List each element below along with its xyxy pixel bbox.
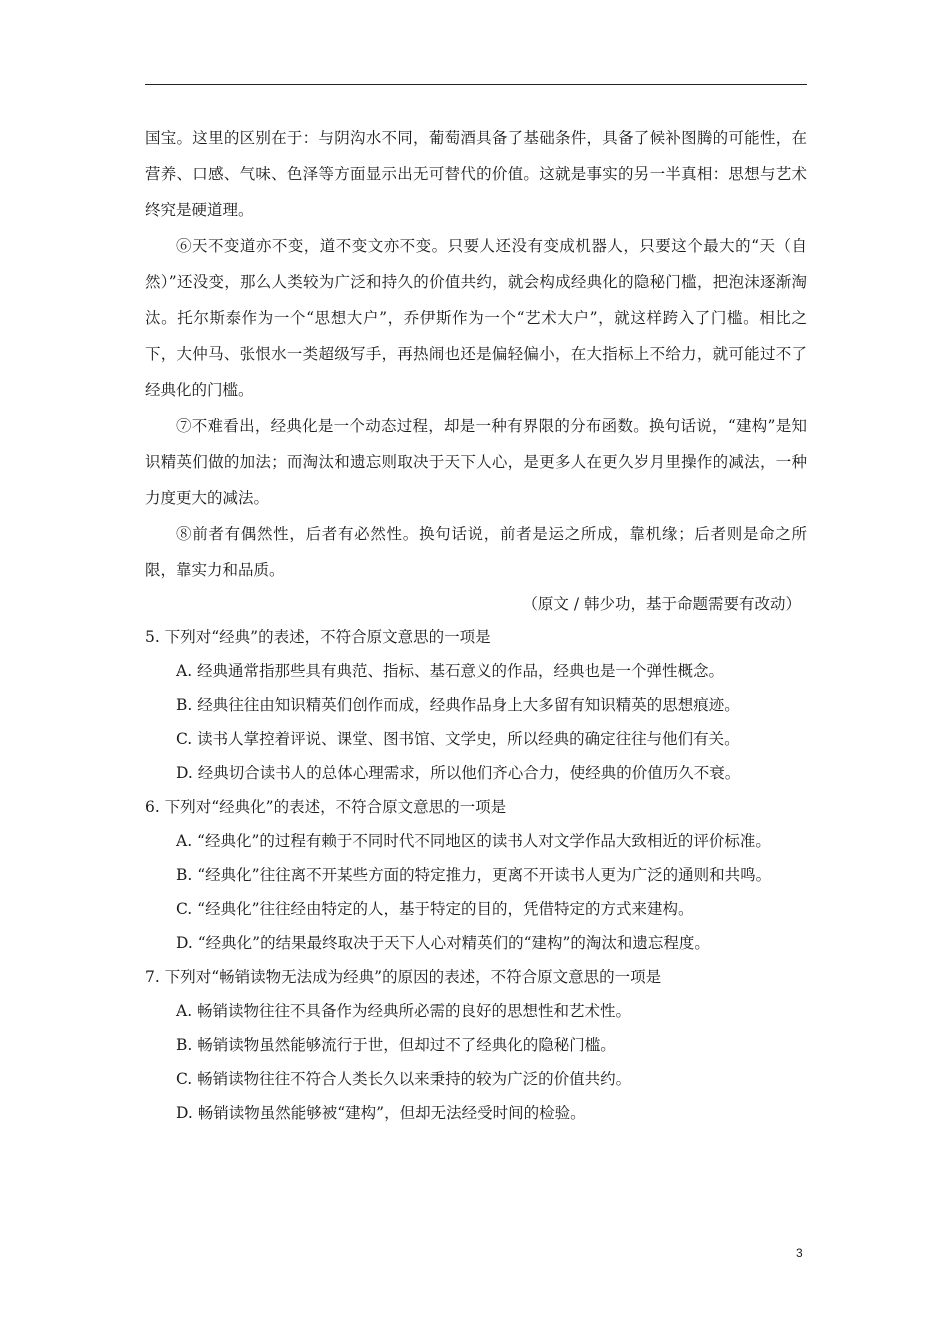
option-b: B. 畅销读物虽然能够流行于世，但却过不了经典化的隐秘门槛。 <box>176 1036 616 1054</box>
option-a: A. “经典化”的过程有赖于不同时代不同地区的读书人对文学作品大致相近的评价标准。 <box>176 832 771 850</box>
passage-continuation: 国宝。这里的区别在于：与阴沟水不同，葡萄酒具备了基础条件，具备了候补图腾的可能性，在营养、口感、气味、色泽等方面显示出无可替代的价值。这就是事实的另一半真相：思想与艺术终究是硬道理。 <box>145 129 807 219</box>
header-rule <box>145 84 807 85</box>
option-c: C. 读书人掌控着评说、课堂、图书馆、文学史，所以经典的确定往往与他们有关。 <box>176 730 740 748</box>
question-stem: 7. 下列对“畅销读物无法成为经典”的原因的表述，不符合原文意思的一项是 <box>145 968 662 986</box>
option-a: A. 畅销读物往往不具备作为经典所必需的良好的思想性和艺术性。 <box>176 1002 632 1020</box>
question-stem: 6. 下列对“经典化”的表述，不符合原文意思的一项是 <box>145 798 507 816</box>
paragraph-8: ⑧前者有偶然性，后者有必然性。换句话说，前者是运之所成，靠机缘；后者则是命之所限，靠实力和品质。 <box>145 525 807 579</box>
option-c: C. “经典化”往往经由特定的人，基于特定的目的，凭借特定的方式来建构。 <box>176 900 694 918</box>
passage <box>145 120 807 588</box>
paragraph-7: ⑦不难看出，经典化是一个动态过程，却是一种有界限的分布函数。换句话说，“建构”是知识精英们做的加法；而淘汰和遗忘则取决于天下人心，是更多人在更久岁月里操作的减法，一种力度更大的减法。 <box>145 417 807 507</box>
option-b: B. 经典往往由知识精英们创作而成，经典作品身上大多留有知识精英的思想痕迹。 <box>176 696 740 714</box>
question-6 <box>145 790 807 960</box>
question-stem: 5. 下列对“经典”的表述，不符合原文意思的一项是 <box>145 628 491 646</box>
question-5 <box>145 620 807 790</box>
source-attribution: （原文 / 韩少功，基于命题需要有改动） <box>522 595 801 613</box>
page-content <box>145 120 807 1130</box>
option-d: D. 经典切合读书人的总体心理需求，所以他们齐心合力，使经典的价值历久不衰。 <box>176 764 741 782</box>
option-d: D. “经典化”的结果最终取决于天下人心对精英们的“建构”的淘汰和遗忘程度。 <box>176 934 710 952</box>
option-a: A. 经典通常指那些具有典范、指标、基石意义的作品，经典也是一个弹性概念。 <box>176 662 725 680</box>
question-7 <box>145 960 807 1130</box>
paragraph-6: ⑥天不变道亦不变，道不变文亦不变。只要人还没有变成机器人，只要这个最大的“天（自然）”还没变，那么人类较为广泛和持久的价值共约，就会构成经典化的隐秘门槛，把泡沫逐渐淘汰。托尔斯泰作为一个“思想大户”，乔伊斯作为一个“艺术大户”，就这样跨入了门槛。相比之下，大仲马、张恨水一类超级写手，再热闹也还是偏轻偏小，在大指标上不给力，就可能过不了经典化的门槛。 <box>145 237 807 399</box>
page-number: 3 <box>796 1246 803 1260</box>
option-c: C. 畅销读物往往不符合人类长久以来秉持的较为广泛的价值共约。 <box>176 1070 632 1088</box>
option-d: D. 畅销读物虽然能够被“建构”，但却无法经受时间的检验。 <box>176 1104 586 1122</box>
option-b: B. “经典化”往往离不开某些方面的特定推力，更离不开读书人更为广泛的通则和共鸣。 <box>176 866 772 884</box>
